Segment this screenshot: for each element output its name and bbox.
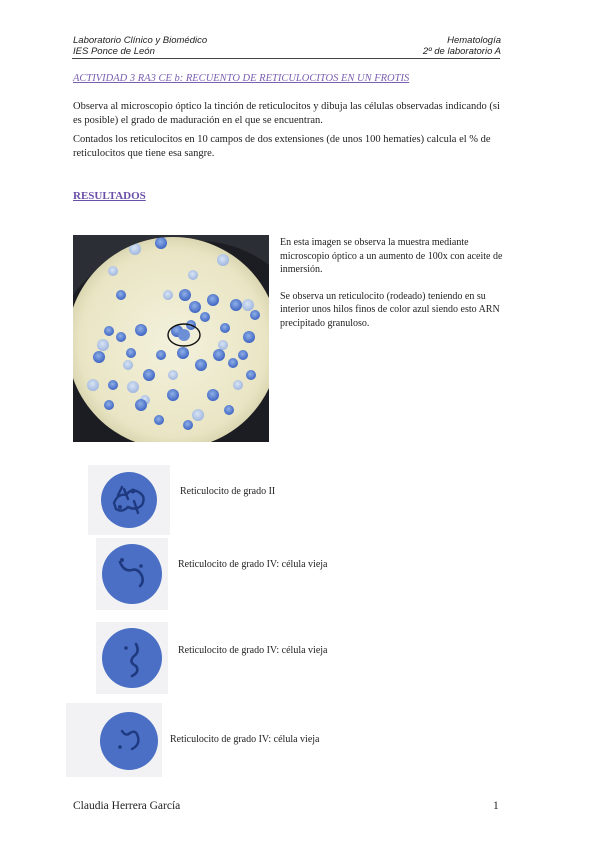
reticulocyte-caption-1: Reticulocito de grado II [180,486,276,497]
activity-instruction-2: Contados los reticulocitos en 10 campos de dos extensiones (de unos 100 hematíes) calcula el % de reticulocitos que tiene esa sangre. [73,134,491,159]
reticulocyte-caption-2: Reticulocito de grado IV: célula vieja [178,559,328,570]
reticulocyte-caption-3: Reticulocito de grado IV: célula vieja [178,645,328,656]
header-lab-name: Laboratorio Clínico y Biomédico [73,35,208,46]
reticulocyte-caption-4: Reticulocito de grado IV: célula vieja [170,734,320,745]
header-course: 2º de laboratorio A [422,46,501,57]
footer-author: Claudia Herrera García [73,800,181,812]
activity-title: ACTIVIDAD 3 RA3 CE b: RECUENTO DE RETICULOCITOS EN UN FROTIS [73,73,410,84]
header-left [73,35,207,57]
header-divider [72,58,500,59]
footer-page-number: 1 [493,800,499,812]
reticulocyte-grade-iv-image-3 [66,703,162,777]
reticulocyte-grade-ii-image [88,465,170,535]
header-school: IES Ponce de León [73,46,155,57]
header-subject: Hematología [447,35,501,46]
results-description [280,236,506,344]
reticulocyte-grade-iv-image-1 [96,538,168,610]
results-title: RESULTADOS [73,190,146,202]
activity-instruction-1: Observa al microscopio óptico la tinción de reticulocitos y dibuja las células observadas indicando (si es posible) el grado de maduración en el que se encuentran. [73,101,500,126]
reticulocyte-grade-iv-image-2 [96,622,168,694]
microscope-image [73,235,269,442]
description-paragraph-1: En esta imagen se observa la muestra mediante microscopio óptico a un aumento de 100x con aceite de inmersión. [280,237,503,276]
header-right [423,35,501,57]
description-paragraph-2: Se observa un reticulocito (rodeado) teniendo en su interior unos hilos finos de color azul siendo esto ARN precipitado granuloso. [280,290,500,329]
